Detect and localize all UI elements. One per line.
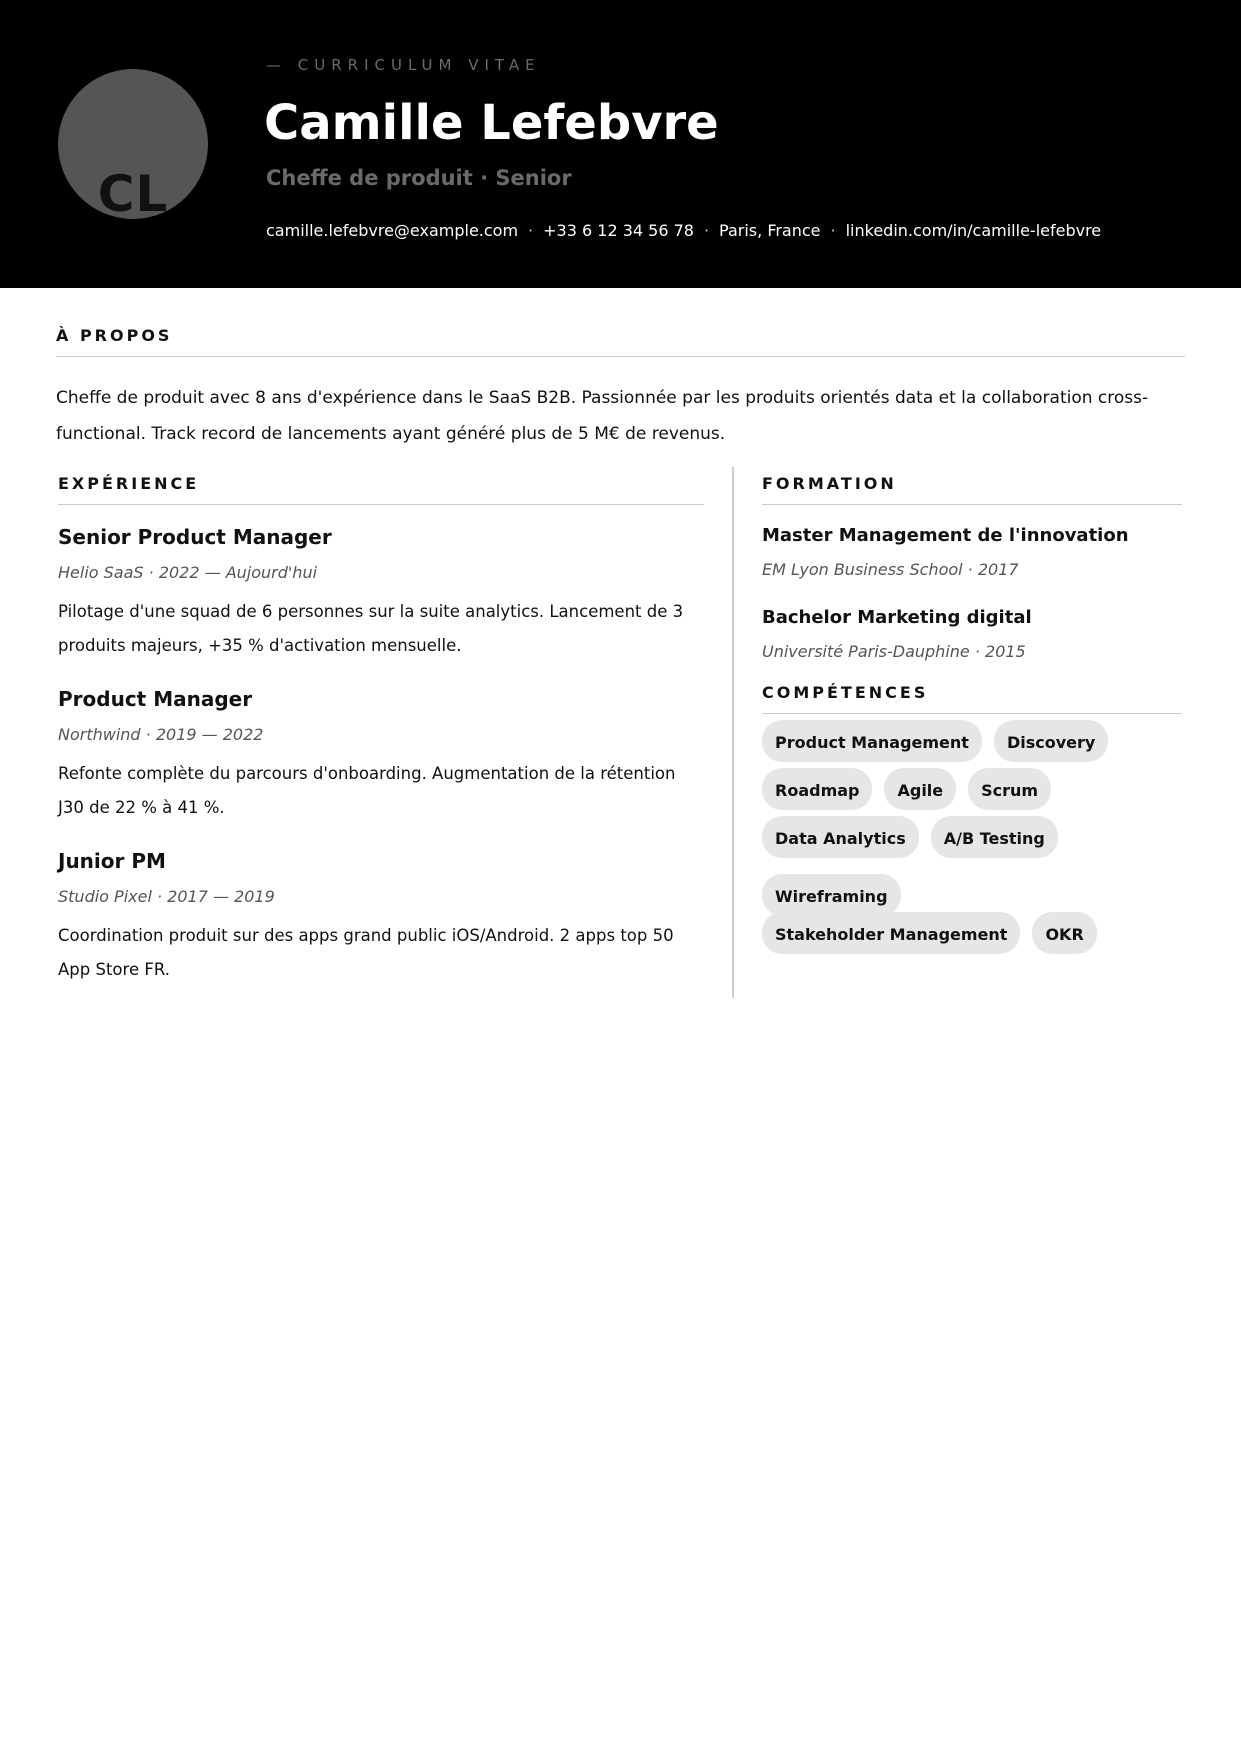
- skills-title: COMPÉTENCES: [762, 683, 1182, 714]
- education-degree: Bachelor Marketing digital: [762, 607, 1032, 628]
- skill-chip: A/B Testing: [931, 816, 1058, 858]
- contact-linkedin[interactable]: linkedin.com/in/camille-lefebvre: [845, 221, 1102, 240]
- contact-location: Paris, France: [719, 221, 821, 240]
- document-eyebrow: — CURRICULUM VITAE: [266, 56, 541, 74]
- skill-row: [762, 768, 1182, 810]
- sidebar-column: [762, 474, 1182, 960]
- job-description: Pilotage d'une squad de 6 personnes sur la suite analytics. Lancement de 3 produits majeurs, +35 % d'activation mensuelle.: [58, 602, 684, 655]
- contact-separator: ·: [703, 221, 710, 240]
- about-title: À PROPOS: [56, 326, 1185, 357]
- avatar-initials: CL: [97, 165, 169, 219]
- skill-chip: Discovery: [994, 720, 1108, 762]
- job-item: [58, 681, 704, 825]
- skill-chip: Scrum: [968, 768, 1051, 810]
- job-description: Refonte complète du parcours d'onboarding. Augmentation de la rétention J30 de 22 % à 41 %.: [58, 764, 676, 817]
- education-item: [762, 601, 1182, 669]
- job-description: Coordination produit sur des apps grand public iOS/Android. 2 apps top 50 App Store FR.: [58, 926, 674, 979]
- education-item: [762, 519, 1182, 587]
- contact-separator: ·: [830, 221, 836, 240]
- contact-separator: ·: [528, 221, 534, 240]
- job-title: Senior Product Manager: [58, 525, 332, 549]
- education-meta: EM Lyon Business School · 2017: [762, 560, 1019, 579]
- experience-section: [58, 474, 704, 987]
- avatar: [58, 69, 208, 219]
- skill-chip: Roadmap: [762, 768, 872, 810]
- job-meta: Northwind · 2019 — 2022: [58, 725, 264, 744]
- skill-chip: Data Analytics: [762, 816, 919, 858]
- contact-phone[interactable]: +33 6 12 34 56 78: [543, 221, 694, 240]
- job-item: [58, 843, 704, 987]
- job-item: [58, 519, 704, 663]
- education-meta: Université Paris-Dauphine · 2015: [762, 642, 1026, 661]
- job-meta: Studio Pixel · 2017 — 2019: [58, 887, 275, 906]
- skill-row: [762, 912, 1182, 954]
- contact-line: [266, 221, 1101, 240]
- education-list: [762, 519, 1182, 669]
- education-title: FORMATION: [762, 474, 1182, 505]
- education-section: [762, 474, 1182, 669]
- skills-list: [762, 720, 1182, 954]
- skills-section: [762, 683, 1182, 954]
- resume-header: [0, 0, 1241, 288]
- skill-chip: OKR: [1032, 912, 1096, 954]
- job-list: [58, 519, 704, 987]
- candidate-name: Camille Lefebvre: [264, 95, 719, 151]
- about-section: [56, 326, 1185, 452]
- skill-row: [762, 816, 1182, 858]
- column-divider: [732, 467, 734, 998]
- job-meta: Helio SaaS · 2022 — Aujourd'hui: [58, 563, 318, 582]
- candidate-role: Cheffe de produit · Senior: [266, 166, 572, 190]
- about-text: Cheffe de produit avec 8 ans d'expérience dans le SaaS B2B. Passionnée par les produits orientés data et la collaboration cross-functional. Track record de lancements ayant généré plus de 5 M€ de revenus.: [56, 388, 1149, 444]
- contact-email[interactable]: camille.lefebvre@example.com: [266, 221, 519, 240]
- skill-row: [762, 874, 1182, 916]
- skill-row: [762, 720, 1182, 762]
- skill-chip: Wireframing: [762, 874, 901, 916]
- education-degree: Master Management de l'innovation: [762, 525, 1129, 546]
- skill-chip: Product Management: [762, 720, 982, 762]
- experience-title: EXPÉRIENCE: [58, 474, 704, 505]
- job-title: Product Manager: [58, 687, 253, 711]
- skill-chip: Agile: [884, 768, 956, 810]
- skill-chip: Stakeholder Management: [762, 912, 1020, 954]
- job-title: Junior PM: [58, 849, 166, 873]
